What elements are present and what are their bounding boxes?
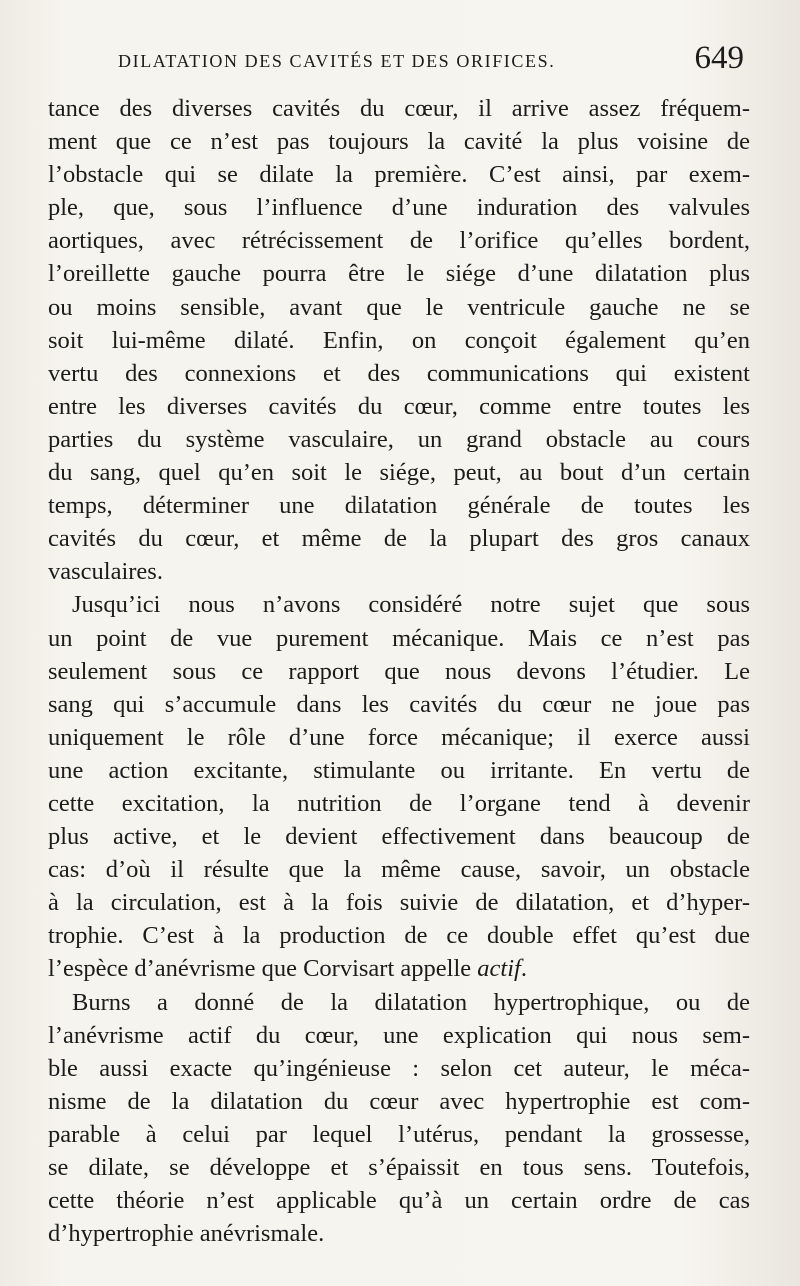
paragraph-3 (48, 986, 750, 1251)
text-line: entre les diverses cavités du cœur, comme entre toutes les (48, 392, 750, 420)
emphasis-text: actif (477, 955, 521, 983)
text-line: l’oreillette gauche pourra être le siége d’une dilatation plus (48, 260, 750, 288)
text-line: Jusqu’ici nous n’avons considéré notre sujet que sous (72, 591, 750, 619)
text-line: tance des diverses cavités du cœur, il arrive assez fréquem- (48, 95, 750, 122)
text-line: cas: d’où il résulte que la même cause, savoir, un obstacle (48, 856, 750, 884)
text-line: un point de vue purement mécanique. Mais ce n’est pas (48, 624, 750, 652)
text-line: parable à celui par lequel l’utérus, pendant la grossesse, (48, 1120, 750, 1148)
text-line: ble aussi exacte qu’ingénieuse : selon cet auteur, le méca- (48, 1054, 750, 1082)
text-line: ple, que, sous l’influence d’une induration des valvules (48, 194, 750, 222)
running-head: DILATATION DES CAVITÉS ET DES ORIFICES. (118, 51, 556, 71)
text-line: soit lui-même dilaté. Enfin, on conçoit également qu’en (48, 326, 750, 354)
text-line: l’anévrisme actif du cœur, une explication qui nous sem- (48, 1021, 750, 1049)
text-line: l’obstacle qui se dilate la première. C’est ainsi, par exem- (48, 161, 750, 189)
text-line: nisme de la dilatation du cœur avec hypertrophie est com- (48, 1087, 750, 1115)
text-line: parties du système vasculaire, un grand obstacle au cours (48, 425, 750, 453)
page-number: 649 (694, 40, 744, 76)
text-line: ment que ce n’est pas toujours la cavité la plus voisine de (48, 128, 750, 156)
text-line: uniquement le rôle d’une force mécanique; il exerce aussi (48, 723, 750, 751)
text-line: aortiques, avec rétrécissement de l’orifice qu’elles bordent, (48, 227, 750, 255)
page-header (118, 40, 750, 80)
text-line: Burns a donné de la dilatation hypertrophique, ou de (72, 988, 750, 1016)
text-line: cavités du cœur, et même de la plupart des gros canaux (48, 525, 750, 553)
text-line: ou moins sensible, avant que le ventricule gauche ne se (48, 293, 750, 321)
text-line: à la circulation, est à la fois suivie de dilatation, et d’hyper- (48, 889, 750, 917)
text-line: trophie. C’est à la production de ce double effet qu’est due (48, 922, 750, 950)
text-run: l’espèce d’anévrisme que Corvisart appelle (48, 955, 478, 983)
body-text (48, 92, 750, 1250)
text-line: vertu des connexions et des communications qui existent (48, 359, 750, 387)
text-line: une action excitante, stimulante ou irritante. En vertu de (48, 756, 750, 784)
text-line: seulement sous ce rapport que nous devons l’étudier. Le (48, 657, 750, 685)
text-run: . (520, 955, 527, 983)
text-line: cette excitation, la nutrition de l’organe tend à devenir (48, 789, 750, 817)
text-line: cette théorie n’est applicable qu’à un certain ordre de cas (48, 1187, 750, 1215)
paragraph-2 (48, 588, 750, 985)
text-line-final (48, 952, 750, 985)
text-line: sang qui s’accumule dans les cavités du cœur ne joue pas (48, 690, 750, 718)
paragraph-1 (48, 92, 750, 588)
text-line: se dilate, se développe et s’épaissit en tous sens. Toutefois, (48, 1154, 750, 1181)
text-line: d’hypertrophie anévrismale. (48, 1220, 325, 1248)
text-line: du sang, quel qu’en soit le siége, peut, au bout d’un certain (48, 459, 750, 487)
text-line: plus active, et le devient effectivement dans beaucoup de (48, 823, 750, 851)
text-line: vasculaires. (48, 558, 163, 586)
text-line: temps, déterminer une dilatation générale de toutes les (48, 492, 750, 520)
